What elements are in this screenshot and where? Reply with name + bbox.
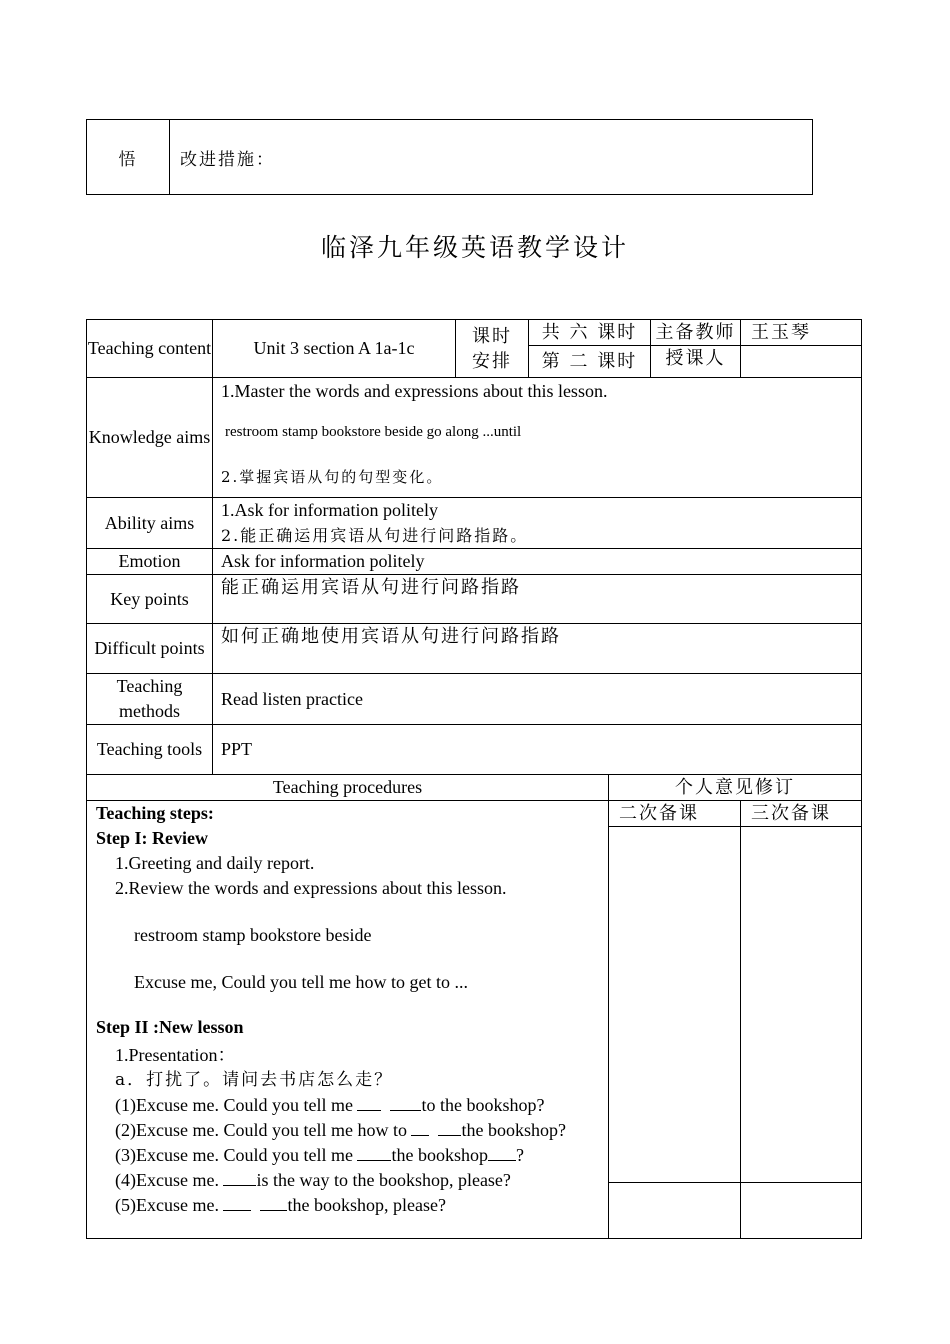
current-lesson: 第 二 课时 [529, 346, 651, 378]
teaching-tools-value: PPT [213, 725, 862, 775]
lead-teacher-label: 主备教师 [651, 320, 741, 346]
total-lessons: 共 六 课时 [529, 320, 651, 346]
step2-heading: Step II :New lesson [96, 1017, 244, 1037]
teaching-methods-label: Teaching methods [87, 674, 213, 725]
step1-item-1: 1.Greeting and daily report. [115, 853, 315, 873]
lecturer-label: 授课人 [651, 346, 741, 378]
revision-header: 个人意见修订 [609, 775, 862, 801]
question-4: (4)Excuse me. is the way to the bookshop, please? [115, 1170, 511, 1190]
knowledge-aim-2: 2.掌握宾语从句的句型变化。 [221, 468, 444, 486]
teaching-methods-value: Read listen practice [213, 674, 862, 725]
third-prep-area-lower[interactable] [741, 1183, 862, 1239]
teaching-tools-label: Teaching tools [87, 725, 213, 775]
lecturer-value [741, 346, 862, 378]
step1-item-2: 2.Review the words and expressions about this lesson. [115, 878, 507, 898]
teaching-procedures-header: Teaching procedures [87, 775, 609, 801]
question-2: (2)Excuse me. Could you tell me how to the bookshop? [115, 1120, 566, 1140]
teaching-procedures-body [87, 801, 609, 1239]
second-prep-area-lower[interactable] [609, 1183, 741, 1239]
question-3: (3)Excuse me. Could you tell me the bookshop ? [115, 1145, 524, 1165]
teaching-content-value: Unit 3 section A 1a-1c [213, 320, 456, 378]
top-reflection-table [86, 119, 813, 195]
reflection-label: 悟 [87, 120, 170, 195]
page-title: 临泽九年级英语教学设计 [320, 233, 629, 262]
lesson-plan-table [86, 319, 862, 1239]
difficult-points-label: Difficult points [87, 624, 213, 674]
knowledge-aims-label: Knowledge aims [87, 378, 213, 498]
question-5: (5)Excuse me. the bookshop, please? [115, 1195, 446, 1215]
third-prep-area[interactable] [741, 827, 862, 1183]
key-points-value: 能正确运用宾语从句进行问路指路 [213, 575, 862, 624]
ability-aim-1: 1.Ask for information politely [221, 500, 438, 520]
schedule-label: 课时安排 [456, 320, 529, 378]
emotion-value: Ask for information politely [213, 549, 862, 575]
third-prep-header: 三次备课 [741, 801, 862, 827]
knowledge-words: restroom stamp bookstore beside go along ...until [225, 424, 522, 440]
question-1: (1)Excuse me. Could you tell me to the bookshop? [115, 1095, 545, 1115]
improvement-measures: 改进措施： [170, 120, 813, 195]
step2-item-a: a．打扰了。请问去书店怎么走？ [115, 1070, 394, 1090]
key-points-label: Key points [87, 575, 213, 624]
ability-aim-2: 2.能正确运用宾语从句进行问路指路。 [221, 526, 529, 545]
teaching-steps-heading: Teaching steps: [96, 803, 214, 823]
knowledge-aim-1: 1.Master the words and expressions about this lesson. [221, 381, 608, 401]
second-prep-header: 二次备课 [609, 801, 741, 827]
step2-item-1: 1.Presentation： [115, 1045, 236, 1065]
step1-heading: Step I: Review [96, 828, 208, 848]
difficult-points-value: 如何正确地使用宾语从句进行问路指路 [213, 624, 862, 674]
step1-words: restroom stamp bookstore beside [134, 925, 372, 945]
step1-sentence: Excuse me, Could you tell me how to get to ... [134, 972, 468, 992]
teaching-content-label: Teaching content [87, 320, 213, 378]
lead-teacher-value: 王玉琴 [741, 320, 862, 346]
second-prep-area[interactable] [609, 827, 741, 1183]
ability-aims-label: Ability aims [87, 498, 213, 549]
emotion-label: Emotion [87, 549, 213, 575]
